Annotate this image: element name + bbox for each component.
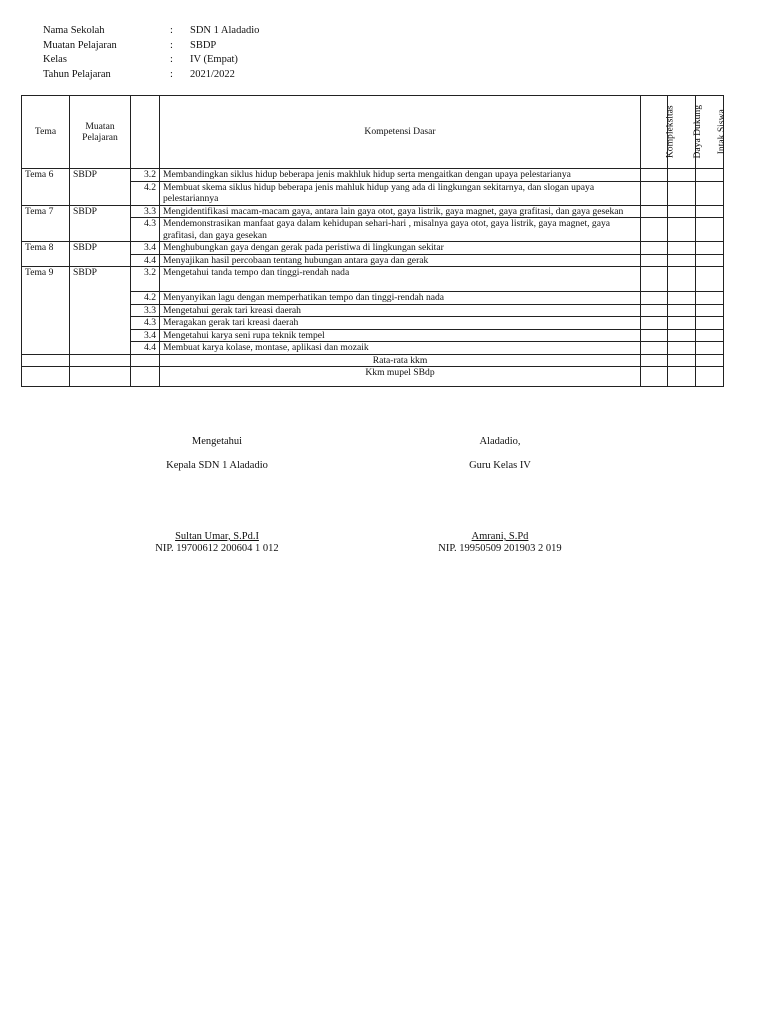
kd-number: 3.4 [131,329,160,342]
score-cell [641,254,668,267]
kkm-table [21,95,727,387]
info-label: Nama Sekolah [43,25,105,36]
info-separator: : [170,39,173,51]
score-cell [696,181,724,205]
table-row [22,242,724,255]
kd-number: 4.3 [131,218,160,242]
header-muatan: Muatan Pelajaran [70,96,131,169]
score-cell [668,181,696,205]
score-cell [641,169,668,182]
score-cell [668,254,696,267]
table-row [22,205,724,218]
kd-number: 4.4 [131,254,160,267]
score-cell [696,169,724,182]
info-value: SBDP [190,39,217,51]
header-kompleksitas-label: Kompleksitas [664,105,676,159]
kd-number: 4.2 [131,292,160,305]
signature-left-line1: Mengetahui [191,436,243,447]
info-value: IV (Empat) [190,54,238,65]
info-label: Muatan Pelajaran [43,39,117,51]
score-cell [641,242,668,255]
score-cell [696,242,724,255]
score-cell [641,329,668,342]
kd-number: 3.2 [131,267,160,292]
kd-text: Membuat karya kolase, montase, aplikasi dan mozaik [160,342,641,355]
score-cell [696,267,724,292]
empty-cell [70,354,131,367]
header-tema: Tema [22,96,70,169]
header-kompetensi-dasar: Kompetensi Dasar [160,96,641,169]
score-cell [668,218,696,242]
kd-number: 3.3 [131,205,160,218]
score-cell [641,317,668,330]
score-cell [641,205,668,218]
kkm-mupel-row [22,367,724,387]
score-cell [668,267,696,292]
score-cell [696,367,724,387]
muatan-cell: SBDP [70,205,131,242]
table-row [22,169,724,182]
info-value: 2021/2022 [190,68,235,80]
kd-number: 4.4 [131,342,160,355]
score-cell [668,367,696,387]
score-cell [668,304,696,317]
tema-cell: Tema 9 [22,267,70,355]
kd-text: Menyanyikan lagu dengan memperhatikan tempo dan tinggi-rendah nada [160,292,641,305]
info-label: Kelas [43,54,67,65]
kd-number: 4.3 [131,317,160,330]
kd-number: 4.2 [131,181,160,205]
info-separator: : [170,68,173,80]
kd-text: Mengidentifikasi macam-macam gaya, antara lain gaya otot, gaya listrik, gaya magnet, gaya grafitasi, dan gaya gesekan [160,205,641,218]
score-cell [696,329,724,342]
score-cell [696,218,724,242]
score-cell [668,205,696,218]
empty-cell [131,354,160,367]
score-cell [668,329,696,342]
kd-text: Mengetahui tanda tempo dan tinggi-rendah nada [160,267,641,292]
empty-cell [70,367,131,387]
score-cell [668,342,696,355]
score-cell [668,242,696,255]
score-cell [696,205,724,218]
tema-cell: Tema 7 [22,205,70,242]
header-intak-label: Intak Siswa [715,109,727,155]
table-row [22,267,724,292]
kd-number: 3.3 [131,304,160,317]
empty-cell [22,367,70,387]
score-cell [641,367,668,387]
signature-left-nip: NIP. 19700612 200604 1 012 [155,543,279,554]
muatan-cell: SBDP [70,242,131,267]
tema-cell: Tema 6 [22,169,70,206]
signature-right-line1: Aladadio, [479,436,521,447]
empty-cell [22,354,70,367]
header-daya-dukung-label: Daya Dukung [692,105,704,159]
score-cell [696,292,724,305]
kd-text: Mendemonstrasikan manfaat gaya dalam kehidupan sehari-hari , misalnya gaya otot, gaya listrik, gaya magnet, gaya grafitasi, dan gaya gesekan [160,218,641,242]
info-value: SDN 1 Aladadio [190,25,260,36]
kd-text: Meragakan gerak tari kreasi daerah [160,317,641,330]
kkm-mupel-label: Kkm mupel SBdp [160,367,641,387]
kd-text: Menyajikan hasil percobaan tentang hubungan antara gaya dan gerak [160,254,641,267]
score-cell [668,354,696,367]
header-number [131,96,160,169]
empty-cell [131,367,160,387]
score-cell [696,304,724,317]
score-cell [641,342,668,355]
tema-cell: Tema 8 [22,242,70,267]
kd-number: 3.4 [131,242,160,255]
muatan-cell: SBDP [70,267,131,355]
rata-rata-label: Rata-rata kkm [160,354,641,367]
signature-right-nip: NIP. 19950509 201903 2 019 [438,543,562,554]
score-cell [668,292,696,305]
signature-left-line2: Kepala SDN 1 Aladadio [166,460,268,471]
score-cell [641,181,668,205]
table-header-row [22,96,724,169]
score-cell [641,304,668,317]
score-cell [668,169,696,182]
score-cell [696,254,724,267]
signature-right-line2: Guru Kelas IV [469,460,531,471]
score-cell [696,317,724,330]
kd-text: Mengetahui karya seni rupa teknik tempel [160,329,641,342]
kd-text: Membandingkan siklus hidup beberapa jenis makhluk hidup serta mengaitkan dengan upaya pelestarianya [160,169,641,182]
info-separator: : [170,54,173,65]
score-cell [696,342,724,355]
info-separator: : [170,25,173,36]
score-cell [641,354,668,367]
rata-rata-row [22,354,724,367]
score-cell [641,292,668,305]
header-kompleksitas [641,96,676,169]
kd-text: Mengetahui gerak tari kreasi daerah [160,304,641,317]
signature-right-name-text: Amrani, S.Pd [471,531,529,542]
signature-left-name-text: Sultan Umar, S.Pd.I [175,531,259,542]
kd-text: Membuat skema siklus hidup beberapa jenis mahluk hidup yang ada di lingkungan sekitarnya, dan slogan upaya pelestariannya [160,181,641,205]
score-cell [668,317,696,330]
score-cell [641,267,668,292]
info-label: Tahun Pelajaran [43,68,111,80]
muatan-cell: SBDP [70,169,131,206]
score-cell [696,354,724,367]
score-cell [641,218,668,242]
kd-text: Menghubungkan gaya dengan gerak pada peristiwa di lingkungan sekitar [160,242,641,255]
kd-number: 3.2 [131,169,160,182]
